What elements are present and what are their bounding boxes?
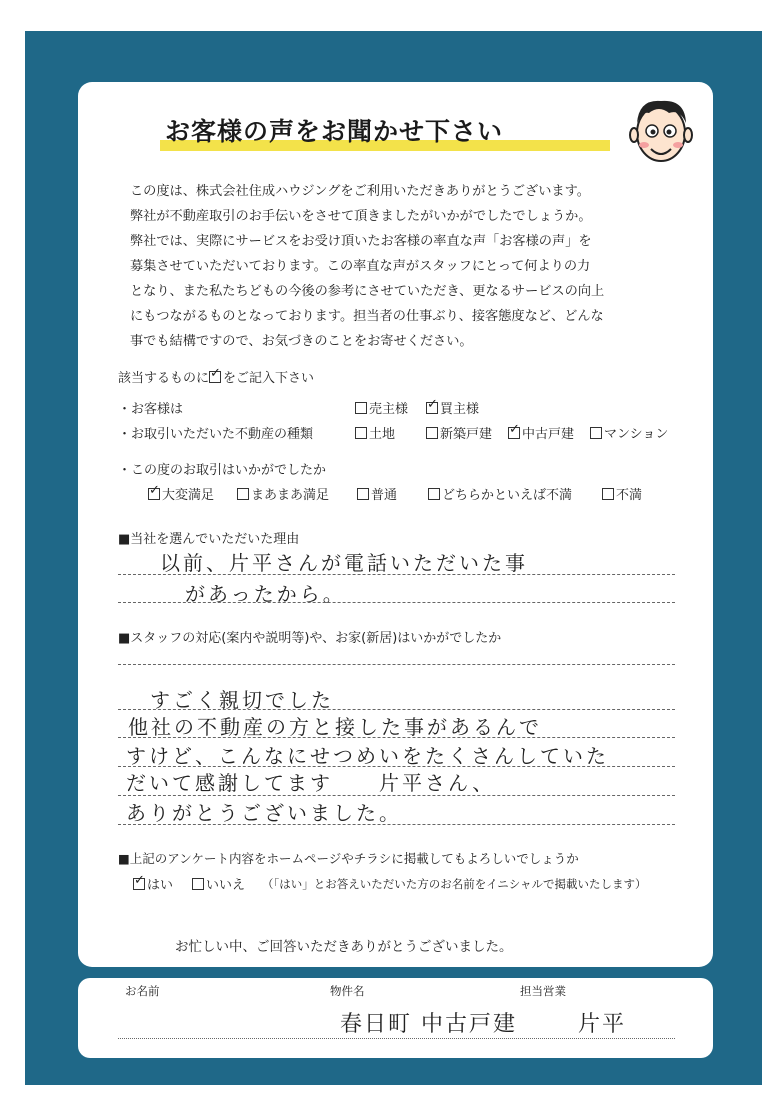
option-label: はい: [147, 878, 174, 893]
checkbox-icon[interactable]: [237, 488, 249, 500]
checkbox-instruction: [118, 367, 314, 386]
publish-heading: ■上記のアンケート内容をホームページやチラシに掲載してもよろしいでしょうか: [118, 851, 579, 866]
publish-no[interactable]: [192, 874, 245, 893]
option-label: 土地: [369, 427, 396, 442]
writing-line: [118, 664, 675, 665]
instruction-before: 該当するものに: [118, 371, 210, 386]
closing-message: お忙しい中、ご回答いただきありがとうございました。: [175, 939, 513, 955]
intro-line: 事でも結構ですので、お気づきのことをお寄せください。: [130, 334, 473, 349]
property-name-value: 春日町 中古戸建: [340, 1012, 517, 1037]
checkbox-checked-icon[interactable]: [133, 878, 145, 890]
option-label: 売主様: [369, 402, 409, 417]
staff-answer-line: 他社の不動産の方と接した事があるんで: [128, 715, 542, 739]
staff-answer-line: だいて感謝してます 片平さん、: [126, 771, 496, 795]
option-mansion[interactable]: [590, 423, 668, 442]
checkbox-icon[interactable]: [355, 402, 367, 414]
option-label: 買主様: [440, 402, 480, 417]
checkbox-icon[interactable]: [602, 488, 614, 500]
option-land[interactable]: [355, 423, 395, 442]
sample-checkbox-icon: [209, 371, 221, 383]
mascot-face-icon: [625, 93, 697, 167]
intro-line: 弊社では、実際にサービスをお受け頂いたお客様の率直な声「お客様の声」を: [130, 234, 592, 249]
footer-writing-line: [118, 1038, 675, 1039]
checkbox-icon[interactable]: [426, 427, 438, 439]
property-type-label: ・お取引いただいた不動産の種類: [118, 427, 314, 442]
checkbox-icon[interactable]: [590, 427, 602, 439]
option-somewhat-unsatisfied[interactable]: [428, 484, 572, 503]
option-very-satisfied[interactable]: [148, 484, 214, 503]
intro-line: この度は、株式会社住成ハウジングをご利用いただきありがとうございます。: [130, 184, 590, 199]
option-seller[interactable]: [355, 398, 408, 417]
publish-note: （「はい」とお答えいただいた方のお名前をイニシャルで掲載いたします）: [262, 877, 647, 891]
name-label: お名前: [125, 984, 160, 998]
writing-line: [118, 824, 675, 825]
checkbox-icon[interactable]: [357, 488, 369, 500]
intro-line: 募集させていただいております。この率直な声がスタッフにとって何よりの力: [130, 259, 591, 274]
reason-heading: ■当社を選んでいただいた理由: [118, 532, 300, 547]
staff-label: 担当営業: [520, 984, 566, 998]
customer-type-label: ・お客様は: [118, 402, 184, 417]
checkbox-icon[interactable]: [428, 488, 440, 500]
option-label: まあまあ満足: [251, 488, 330, 503]
checkbox-checked-icon[interactable]: [426, 402, 438, 414]
staff-heading: ■スタッフの対応(案内や説明等)や、お家(新居)はいかがでしたか: [118, 631, 502, 646]
option-label: 新築戸建: [440, 427, 493, 442]
option-label: 不満: [616, 488, 643, 503]
writing-line: [118, 574, 675, 575]
staff-name-value: 片平: [578, 1012, 627, 1037]
instruction-after: をご記入下さい: [223, 371, 315, 386]
option-somewhat-satisfied[interactable]: [237, 484, 329, 503]
option-label: マンション: [604, 427, 669, 442]
staff-answer-line: すけど、こんなにせつめいをたくさんしていた: [126, 744, 609, 768]
writing-line: [118, 602, 675, 603]
option-new-house[interactable]: [426, 423, 492, 442]
option-label: どちらかといえば不満: [442, 488, 573, 503]
page-title: お客様の声をお聞かせ下さい: [165, 117, 504, 146]
staff-answer-line: すごく親切でした: [150, 688, 334, 712]
property-label: 物件名: [330, 984, 365, 998]
reason-answer-line: があったから。: [185, 582, 346, 606]
writing-line: [118, 737, 675, 738]
staff-answer-line: ありがとうございました。: [126, 801, 402, 825]
reason-answer-line: 以前、片平さんが電話いただいた事: [160, 551, 528, 575]
option-label: いいえ: [206, 878, 246, 893]
option-used-house[interactable]: [508, 423, 574, 442]
option-neutral[interactable]: [357, 484, 397, 503]
option-unsatisfied[interactable]: [602, 484, 642, 503]
writing-line: [118, 709, 675, 710]
option-label: 普通: [371, 488, 398, 503]
intro-line: にもつながるものとなっております。担当者の仕事ぶり、接客態度など、どんな: [130, 309, 604, 324]
checkbox-icon[interactable]: [192, 878, 204, 890]
intro-line: 弊社が不動産取引のお手伝いをさせて頂きましたがいかがでしたでしょうか。: [130, 209, 592, 224]
option-label: 大変満足: [162, 488, 215, 503]
option-label: 中古戸建: [522, 427, 575, 442]
intro-line: となり、また私たちどもの今後の参考にさせていただき、更なるサービスの向上: [130, 284, 605, 299]
satisfaction-label: ・この度のお取引はいかがでしたか: [118, 463, 327, 478]
checkbox-checked-icon[interactable]: [508, 427, 520, 439]
publish-yes[interactable]: [133, 874, 173, 893]
checkbox-checked-icon[interactable]: [148, 488, 160, 500]
checkbox-icon[interactable]: [355, 427, 367, 439]
writing-line: [118, 795, 675, 796]
option-buyer[interactable]: [426, 398, 479, 417]
